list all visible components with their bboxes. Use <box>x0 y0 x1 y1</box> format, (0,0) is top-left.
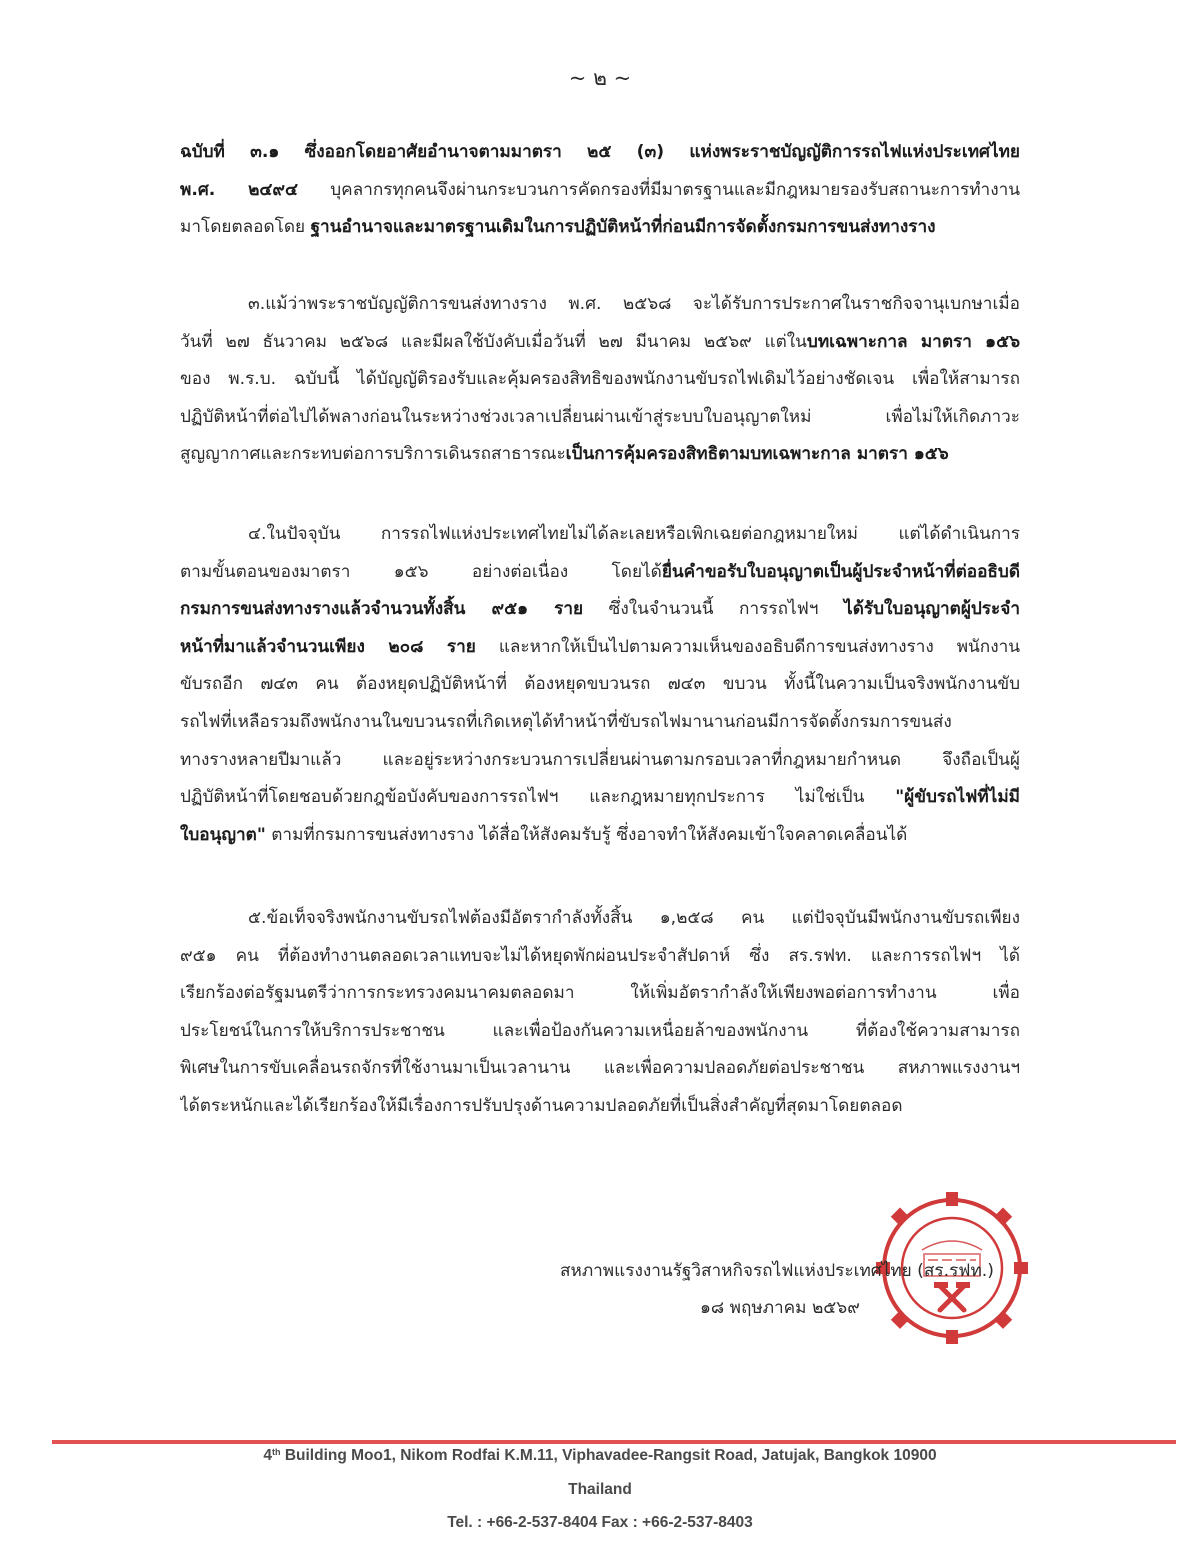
paragraph-line: รถไฟที่เหลือรวมถึงพนักงานในขบวนรถที่เกิดเหตุได้ทำหน้าที่ขับรถไฟมานานก่อนมีการจัดตั้งกรมการขนส่ง <box>180 711 952 732</box>
signature-organization: สหภาพแรงงานรัฐวิสาหกิจรถไฟแห่งประเทศไทย (สร.รฟท.) <box>560 1261 994 1281</box>
paragraph-line: ๕.ข้อเท็จจริงพนักงานขับรถไฟต้องมีอัตรากำลังทั้งสิ้น ๑,๒๕๘ คน แต่ปัจจุบันมีพนักงานขับรถเพียง <box>248 908 1020 928</box>
paragraph-1 <box>180 134 1020 247</box>
floor-number: 4 <box>263 1447 273 1464</box>
paragraph-4 <box>180 900 1020 1126</box>
paragraph-2 <box>180 286 1020 474</box>
bold-text: บทเฉพาะกาล มาตรา ๑๕๖ <box>806 331 1020 352</box>
paragraph-line <box>180 554 1020 592</box>
paragraph-3 <box>180 516 1020 854</box>
paragraph-line: ๔.ในปัจจุบัน การรถไฟแห่งประเทศไทยไม่ได้ละเลยหรือเพิกเฉยต่อกฎหมายใหม่ แต่ได้ดำเนินการ <box>248 524 1020 544</box>
footer-country: Thailand <box>568 1481 632 1498</box>
bold-text: ฉบับที่ ๓.๑ ซึ่งออกโดยอาศัยอำนาจตามมาตรา ๒๕ (๓) แห่งพระราชบัญญัติการรถไฟแห่งประเทศไทย <box>180 142 1020 162</box>
paragraph-line <box>180 591 1020 629</box>
paragraph-line: ได้ตระหนักและได้เรียกร้องให้มีเรื่องการปรับปรุงด้านความปลอดภัยที่เป็นสิ่งสำคัญที่สุดมาโดยตลอด <box>180 1095 903 1116</box>
footer-divider <box>52 1440 1176 1444</box>
bold-text: ใบอนุญาต" <box>180 824 266 845</box>
bold-text: หน้าที่มาแล้วจำนวนเพียง ๒๐๘ ราย <box>180 636 476 657</box>
paragraph-line: ปฏิบัติหน้าที่ต่อไปได้พลางก่อนในระหว่างช่วงเวลาเปลี่ยนผ่านเข้าสู่ระบบใบอนุญาตใหม่ เพื่อไม่ให้เกิดภาวะ <box>180 406 1020 427</box>
bold-text: เป็นการคุ้มครองสิทธิตามบทเฉพาะกาล มาตรา ๑๕๖ <box>565 444 949 465</box>
bold-text: พ.ศ. ๒๔๙๔ <box>180 179 299 200</box>
signature-date: ๑๘ พฤษภาคม ๒๕๖๙ <box>700 1298 860 1318</box>
paragraph-line: ขับรถอีก ๗๔๓ คน ต้องหยุดปฏิบัติหน้าที่ ต้องหยุดขบวนรถ ๗๔๓ ขบวน ทั้งนี้ในความเป็นจริงพนักงานขับ <box>180 674 1020 695</box>
paragraph-line: ๙๕๑ คน ที่ต้องทำงานตลอดเวลาแทบจะไม่ได้หยุดพักผ่อนประจำสัปดาห์ ซึ่ง สร.รฟท. และการรถไฟฯ ได้ <box>180 945 1020 966</box>
paragraph-line <box>180 817 1020 855</box>
bold-text: ได้รับใบอนุญาตผู้ประจำ <box>844 599 1020 620</box>
text: วันที่ ๒๗ ธันวาคม ๒๕๖๘ และมีผลใช้บังคับเมื่อวันที่ ๒๗ มีนาคม ๒๕๖๙ แต่ใน <box>180 331 807 352</box>
bold-text: กรมการขนส่งทางรางแล้วจำนวนทั้งสิ้น ๙๕๑ ราย <box>180 599 584 620</box>
footer-contact: Tel. : +66-2-537-8404 Fax : +66-2-537-8403 <box>447 1514 753 1531</box>
text: ตามที่กรมการขนส่งทางราง ได้สื่อให้สังคมรับรู้ ซึ่งอาจทำให้สังคมเข้าใจคลาดเคลื่อนได้ <box>265 824 908 845</box>
paragraph-line <box>180 209 1020 247</box>
paragraph-line: เรียกร้องต่อรัฐมนตรีว่าการกระทรวงคมนาคมตลอดมา ให้เพิ่มอัตรากำลังให้เพียงพอต่อการทำงาน เพื่อ <box>180 983 1020 1004</box>
paragraph-line: ของ พ.ร.บ. ฉบับนี้ ได้บัญญัติรองรับและคุ้มครองสิทธิของพนักงานขับรถไฟเดิมไว้อย่างชัดเจน เพื่อให้สามารถ <box>180 369 1020 390</box>
bold-text: "ผู้ขับรถไฟที่ไม่มี <box>895 787 1020 808</box>
paragraph-line <box>180 134 1020 172</box>
paragraph-line <box>180 324 1020 362</box>
text: ซึ่งในจำนวนนี้ การรถไฟฯ <box>583 599 845 620</box>
bold-text: ยื่นคำขอรับใบอนุญาตเป็นผู้ประจำหน้าที่ต่ออธิบดี <box>661 561 1020 582</box>
text: ตามขั้นตอนของมาตรา ๑๕๖ อย่างต่อเนื่อง โดยได้ <box>180 561 662 582</box>
paragraph-line: พิเศษในการขับเคลื่อนรถจักรที่ใช้งานมาเป็นเวลานาน และเพื่อความปลอดภัยต่อประชาชน สหภาพแรงงานฯ <box>180 1058 1020 1079</box>
paragraph-line: ทางรางหลายปีมาแล้ว และอยู่ระหว่างกระบวนการเปลี่ยนผ่านตามกรอบเวลาที่กฎหมายกำหนด จึงถือเป็นผู้ <box>180 749 1020 770</box>
text: บุคลากรทุกคนจึงผ่านกระบวนการคัดกรองที่มีมาตรฐานและมีกฎหมายรองรับสถานะการทำงาน <box>298 179 1020 200</box>
footer-address <box>0 1447 1200 1465</box>
paragraph-line: ประโยชน์ในการให้บริการประชาชน และเพื่อป้องกันความเหนื่อยล้าของพนักงาน ที่ต้องใช้ความสามารถ <box>180 1020 1020 1041</box>
paragraph-line <box>180 779 1020 817</box>
paragraph-line <box>180 172 1020 210</box>
paragraph-line <box>180 436 1020 474</box>
text: สูญญากาศและกระทบต่อการบริการเดินรถสาธารณะ <box>180 444 566 465</box>
bold-text: ฐานอำนาจและมาตรฐานเดิมในการปฏิบัติหน้าที่ก่อนมีการจัดตั้งกรมการขนส่งทางราง <box>310 217 936 238</box>
address-text: Building Moo1, Nikom Rodfai K.M.11, Viphavadee-Rangsit Road, Jatujak, Bangkok 10900 <box>280 1447 937 1464</box>
paragraph-line: ๓.แม้ว่าพระราชบัญญัติการขนส่งทางราง พ.ศ. ๒๕๖๘ จะได้รับการประกาศในราชกิจจานุเบกษาเมื่อ <box>248 294 1020 314</box>
text: มาโดยตลอดโดย <box>180 217 311 238</box>
text: และหากให้เป็นไปตามความเห็นของอธิบดีการขนส่งทางราง พนักงาน <box>475 636 1020 657</box>
floor-suffix: th <box>272 1447 281 1457</box>
page-number: ~ ๒ ~ <box>568 66 632 90</box>
paragraph-line <box>180 629 1020 667</box>
text: ปฏิบัติหน้าที่โดยชอบด้วยกฎข้อบังคับของการรถไฟฯ และกฎหมายทุกประการ ไม่ใช่เป็น <box>180 787 896 808</box>
